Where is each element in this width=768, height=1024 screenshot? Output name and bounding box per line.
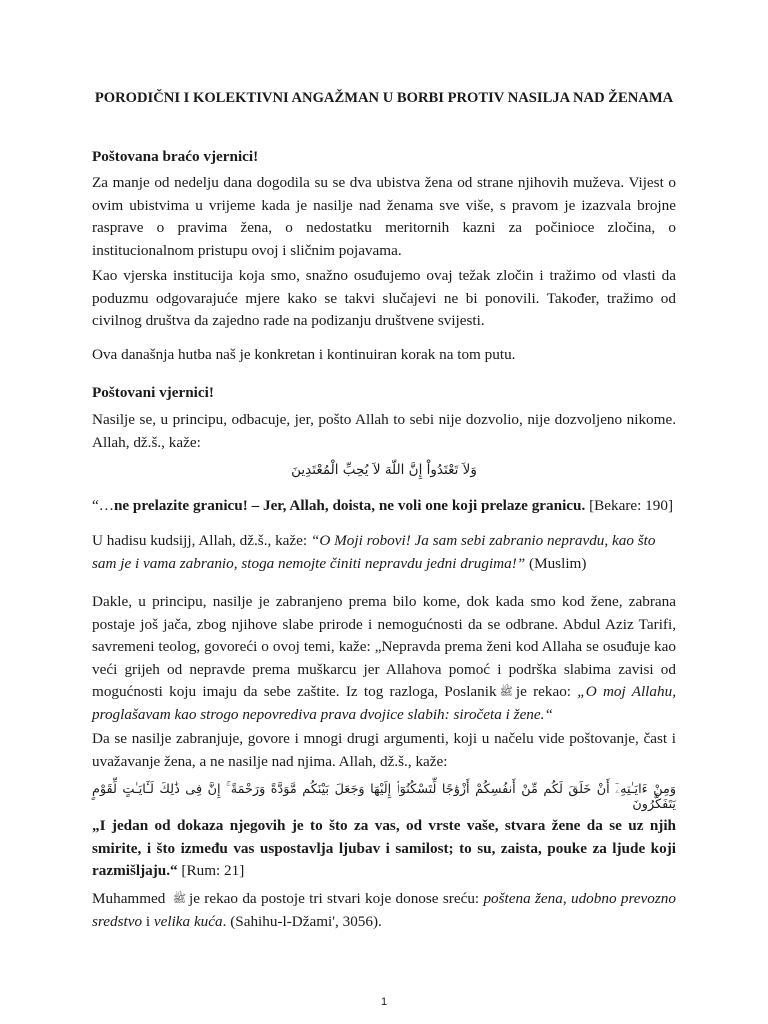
paragraph-hadith-qudsi: [92, 530, 676, 575]
greeting-brothers: Poštovana braćo vjernici!: [92, 148, 259, 165]
arabic-verse-bekare: وَلاَ تَعْتَدُواْ إِنَّ اللّهَ لاَ يُحِبِّ الْمُعْتَدِينَ: [291, 462, 477, 478]
paragraph-murders: Za manje od nedelju dana dogodila su se dva ubistva žena od strane njihovih muževa. Vijest o ovim ubistvima u vrijeme kada je nasilje nad ženama sve više, s pravom je izazvala brojne rasprave o pravima žena, o nedostatku meritornih kazni za počinioce zločina, o institucionalnom pristupu ovoj i sličnim pojavama.: [92, 174, 676, 259]
paragraph-arguments: Da se nasilje zabranjuje, govore i mnogi drugi argumenti, koji u načelu vide poštovanje, čast i uvažavanje žena, a ne nasilje nad njima. Allah, dž.š., kaže:: [92, 730, 676, 770]
paragraph-violence-rejected: Nasilje se, u principu, odbacuje, jer, pošto Allah to sebi nije dozvolio, nije dozvoljeno nikome. Allah, dž.š., kaže:: [92, 411, 676, 451]
document-title: PORODIČNI I KOLEKTIVNI ANGAŽMAN U BORBI PROTIV NASILJA NAD ŽENAMA: [94, 90, 674, 106]
separator: i: [142, 912, 154, 930]
page-number: 1: [380, 996, 388, 1008]
salla-icon: ﷺ: [172, 892, 187, 905]
thing-wife: poštena žena: [483, 890, 563, 907]
quote-rum-text: „I jedan od dokaza njegovih je to što za vas, od vrste vaše, stvara žene da se uz njih smirite, i što između vas uspostavlja ljubav i samilost; to su, zaista, pouke za ljude koji razmišljaju.“: [92, 817, 676, 880]
greeting-believers: Poštovani vjernici!: [92, 384, 214, 401]
thing-house: velika kuća: [153, 912, 223, 930]
muhammed-name: Muhammed: [92, 890, 170, 907]
thing-transport: udobno prevozno sredstvo: [92, 890, 676, 930]
salla-icon: ﷺ: [499, 685, 513, 699]
hadith-source: (Muslim): [525, 554, 587, 572]
hadith-intro: U hadisu kudsijj, Allah, dž.š., kaže:: [92, 532, 311, 549]
three-things-intro: je rekao da postoje tri stvari koje donose sreću:: [189, 890, 484, 907]
paragraph-khutba: Ova današnja hutba naš je konkretan i kontinuiran korak na tom putu.: [92, 346, 516, 363]
quote-bekare-reference: [Bekare: 190]: [585, 497, 674, 514]
quote-rum: [92, 815, 676, 883]
quote-open: “…: [92, 497, 114, 514]
prophet-said: je rekao:: [515, 683, 578, 701]
quote-bekare: [92, 495, 676, 518]
quote-bekare-text: ne prelazite granicu! – Jer, Allah, doista, ne voli one koji prelaze granicu.: [113, 497, 586, 514]
paragraph-three-things: [92, 888, 676, 933]
separator: ,: [562, 890, 571, 907]
quote-rum-reference: [Rum: 21]: [177, 862, 245, 880]
paragraph-tarifi: [92, 591, 676, 727]
tarifi-text: Dakle, u principu, nasilje je zabranjeno prema bilo kome, dok kada smo kod žene, zabrana postaje još jača, zbog njihove slabe prirode i nemogućnosti da se odbrane. Abdul Aziz Tarifi, savremeni teolog, govoreći o ovoj temi, kaže: „Nepravda prema ženi kod Allaha se osuđuje kao veći grijeh od nepravde prema muškarcu jer Allahova pomoć i podrška slabima zavisi od mogućnosti koju imaju da sebe zaštite. Iz tog razloga, Poslanik: [92, 593, 676, 701]
arabic-verse-rum: وَمِنْ ءَايَـٰتِهِۦٓ أَنْ خَلَقَ لَكُم مِّنْ أَنفُسِكُمْ أَزْوَٰجًا لِّتَسْكُنُوٓا۟ إِلَيْهَا وَجَعَلَ بَيْنَكُم مَّوَدَّةً وَرَحْمَةً ۚ إِنَّ فِى ذَٰلِكَ لَـَٔايَـٰتٍ لِّقَوْمٍ يَتَفَكَّرُونَ: [92, 782, 676, 812]
three-things-source: . (Sahihu-l-Džami', 3056).: [222, 912, 382, 930]
prophet-quote: „O moj Allahu, proglašavam kao strogo nepovrediva prava dvojice slabih: siročeta i žene.“: [92, 683, 676, 723]
hadith-text: “O Moji robovi! Ja sam sebi zabranio nepravdu, kao što sam je i vama zabranio, stoga nemojte činiti nepravdu jedni drugima!”: [92, 532, 656, 572]
paragraph-condemnation: Kao vjerska institucija koja smo, snažno osuđujemo ovaj težak zločin i tražimo od vlasti da poduzmu odgovarajuće mjere kako se takvi slučajevi ne bi ponovili. Također, tražimo od civilnog društva da zajedno rade na podizanju društvene svijesti.: [92, 267, 676, 330]
